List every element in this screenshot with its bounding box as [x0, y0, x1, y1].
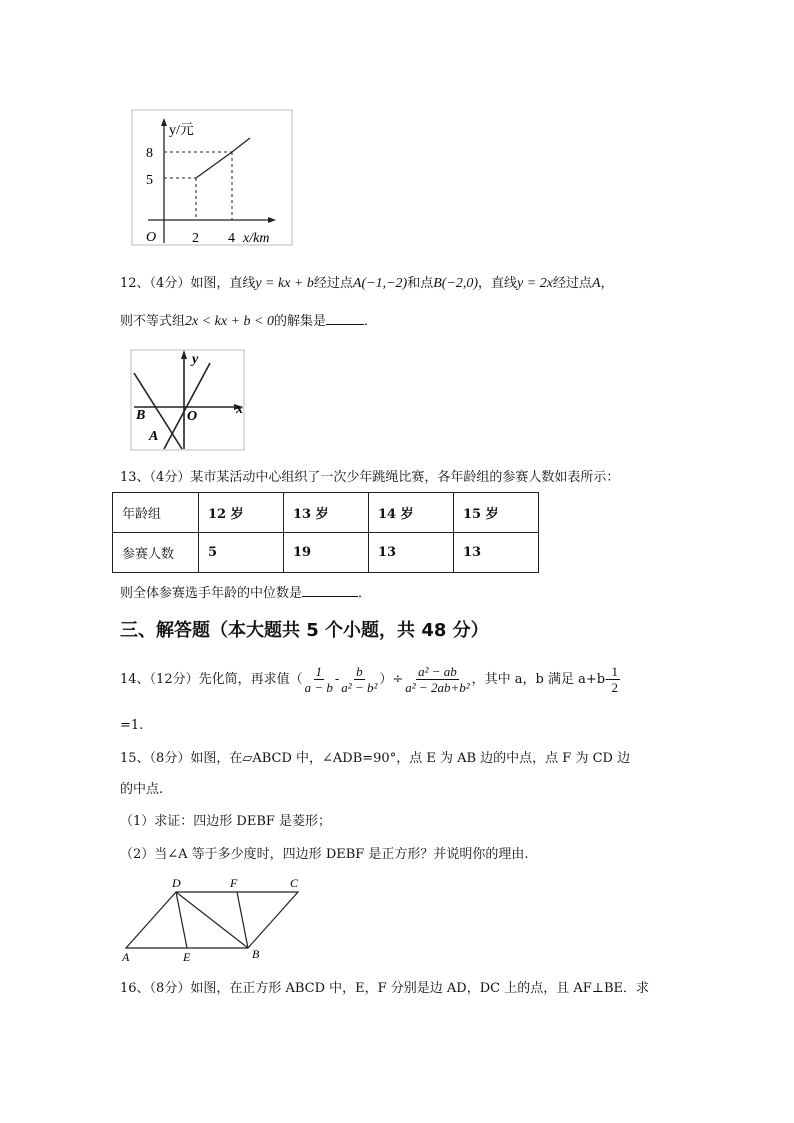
q12-line2-b: 的解集是	[274, 314, 327, 329]
q15-line1-text: 如图，在▱ABCD 中，∠ADB=90°，点 E 为 AB 边的中点，点 F 为 CD 边	[190, 751, 631, 766]
fig11-tick-5: 5	[146, 173, 153, 188]
fig11-y-arrow	[161, 118, 167, 126]
q13-age-table	[112, 492, 539, 573]
q12-line2-a: 则不等式组	[120, 314, 186, 329]
q15-part2-text: （2）当∠A 等于多少度时，四边形 DEBF 是正方形？并说明你的理由.	[120, 847, 529, 862]
table-cell: 年龄组	[113, 493, 199, 533]
q12-text-f: ，	[600, 276, 614, 291]
q16-line1	[120, 980, 649, 998]
q13-score: （4分）	[149, 470, 191, 485]
q14-score: （12分）	[149, 672, 199, 687]
q12-line2	[120, 312, 377, 331]
q14-f3-num: a² − ab	[418, 664, 457, 679]
q15-line1	[120, 750, 630, 768]
fig11-tick-8: 8	[146, 146, 153, 161]
fig12-label-b: B	[136, 408, 146, 423]
q12-text-c: 和点	[407, 276, 434, 291]
fig11-price-line	[196, 138, 250, 178]
q14-f3-den: a² − 2ab+b²	[405, 680, 470, 695]
q15-part1-text: （1）求证：四边形 DEBF 是菱形；	[120, 814, 332, 829]
q12-text-a: 如图，直线	[190, 276, 256, 291]
fig15-label-d: D	[172, 876, 181, 890]
q12-answer-blank[interactable]	[326, 312, 364, 325]
q13-answer-blank[interactable]	[302, 584, 358, 597]
fig15-parallelogram	[118, 872, 318, 964]
q13-line2	[120, 584, 371, 603]
q14-fraction-4	[609, 664, 620, 695]
fig11-frame	[132, 110, 292, 245]
q12-point-b: B(−2,0)	[433, 276, 479, 291]
q14-line1	[120, 662, 620, 698]
table-cell: 13	[369, 533, 454, 573]
q12-score: （4分）	[149, 276, 191, 291]
fig11-tick-4: 4	[228, 231, 235, 246]
table-cell: 13	[454, 533, 539, 573]
fig12-x-label: x	[236, 402, 243, 417]
q14-fraction-1	[303, 664, 335, 695]
fig11-x-arrow	[268, 217, 276, 223]
table-cell: 15 岁	[454, 493, 539, 533]
q13-after-b: ．	[358, 586, 372, 601]
fig15-label-f: F	[230, 876, 238, 890]
fig15-label-c: C	[290, 876, 299, 890]
q13-line1	[120, 469, 619, 487]
q12-line2-c: ．	[364, 314, 378, 329]
fig11-origin: O	[146, 230, 157, 245]
q12-point-a: A(−1,−2)	[352, 276, 408, 291]
q12-line1	[120, 275, 614, 293]
q14-f1-num: 1	[315, 664, 322, 679]
q15-part2	[120, 846, 529, 864]
fig12-label-o: O	[187, 409, 198, 424]
fig12-frame	[131, 350, 244, 450]
q14-condition-end: =1.	[120, 718, 144, 733]
table-cell: 19	[284, 533, 369, 573]
q12-number: 12、	[120, 276, 150, 291]
fig15-de	[176, 892, 187, 948]
q12-text-e: 经过点	[552, 276, 592, 291]
fig11-tick-2: 2	[192, 231, 199, 246]
q14-number: 14、	[120, 672, 150, 687]
q16-number: 16、	[120, 981, 150, 996]
q12-text-d: ，直线	[478, 276, 518, 291]
q14-f2-num: b	[356, 664, 363, 679]
q15-line2	[120, 781, 163, 799]
table-cell: 参赛人数	[113, 533, 199, 573]
fig11-graph	[128, 108, 298, 248]
q15-part1	[120, 813, 331, 831]
q14-text-b: ）÷	[379, 672, 404, 687]
fig12-y-label: y	[192, 352, 199, 367]
table-cell: 12 岁	[199, 493, 284, 533]
fig11-y-label: y/元	[169, 123, 194, 138]
fig12-y-arrow	[181, 350, 187, 359]
fig12-label-a: A	[149, 429, 159, 444]
q14-f4-num: 1	[611, 664, 618, 679]
fig15-fb	[237, 892, 248, 948]
q12-eq2: y = 2x	[517, 276, 553, 291]
q15-number: 15、	[120, 751, 150, 766]
q14-minus: -	[334, 672, 340, 687]
fig12-graph	[126, 345, 252, 453]
q15-line2-text: 的中点.	[120, 782, 164, 797]
q14-f4-den: 2	[611, 680, 618, 695]
table-cell: 14 岁	[369, 493, 454, 533]
fig15-db	[176, 892, 248, 948]
q12-point-a-short: A	[591, 276, 601, 291]
table-row	[113, 493, 539, 533]
table-cell: 13 岁	[284, 493, 369, 533]
q13-text: 某市某活动中心组织了一次少年跳绳比赛，各年龄组的参赛人数如表所示：	[190, 470, 620, 485]
q14-fraction-3	[403, 664, 471, 695]
fig15-label-b: B	[252, 947, 260, 961]
table-cell: 5	[199, 533, 284, 573]
q15-score: （8分）	[149, 751, 191, 766]
q16-score: （8分）	[149, 981, 191, 996]
fig11-x-label: x/km	[243, 231, 270, 246]
fig15-label-e: E	[183, 950, 191, 964]
q14-text-c: ，其中 a，b 满足 a+b-	[471, 672, 610, 687]
q12-inequality: 2x < kx + b < 0	[185, 314, 274, 329]
q12-eq1: y = kx + b	[255, 276, 314, 291]
q16-text: 如图，在正方形 ABCD 中，E，F 分别是边 AD，DC 上的点，且 AF⊥BE．求	[190, 981, 650, 996]
q14-text-a: 先化简，再求值（	[198, 672, 303, 687]
fig15-label-a: A	[122, 950, 130, 964]
section3-heading: 三、解答题（本大题共 5 个小题，共 48 分）	[120, 620, 489, 641]
q12-text-b: 经过点	[313, 276, 353, 291]
q14-f1-den: a − b	[304, 680, 333, 695]
fig12-line-2x	[164, 363, 210, 449]
table-row	[113, 533, 539, 573]
q14-line2	[120, 717, 143, 735]
q14-f2-den: a² − b²	[341, 680, 378, 695]
q13-number: 13、	[120, 470, 150, 485]
q13-after-a: 则全体参赛选手年龄的中位数是	[120, 586, 303, 601]
q14-fraction-2	[339, 664, 379, 695]
